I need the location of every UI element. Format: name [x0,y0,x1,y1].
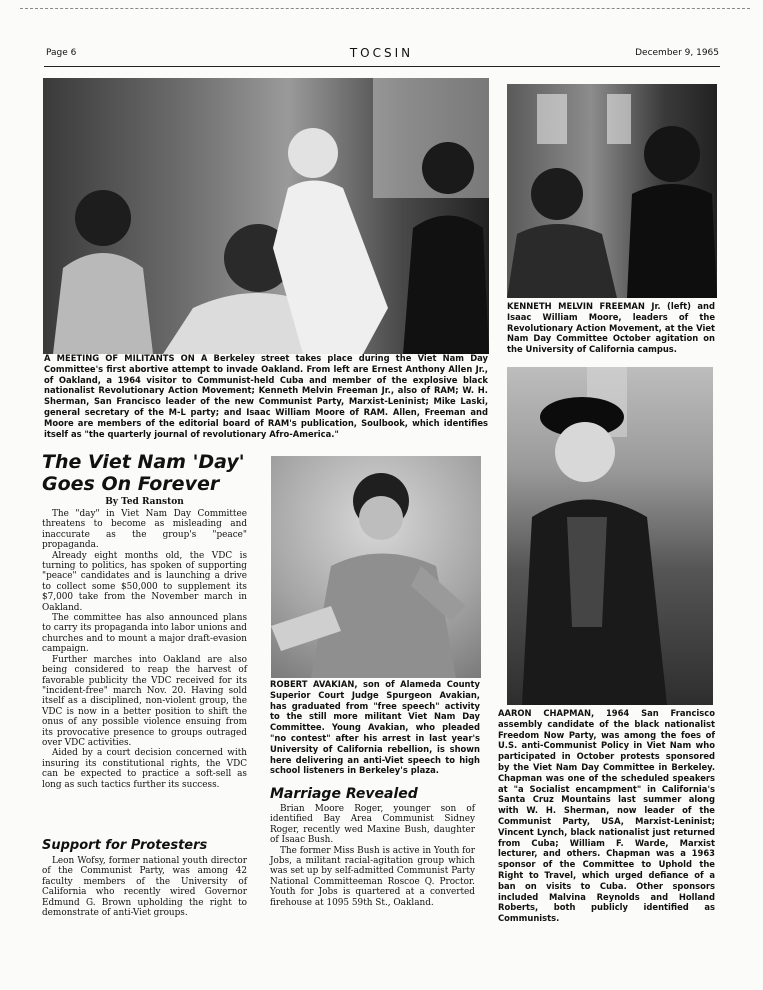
masthead-title: TOCSIN [349,46,414,60]
article-paragraph: The committee has also announced plans to carry its propaganda into labor unions and churches and to mount a major draft-evasion campaign. [42,613,247,655]
issue-date: December 9, 1965 [635,48,719,58]
article-paragraph: Aided by a court decision concerned with insuring its constitutional rights, the VDC can be expected to practice a soft-sell as long as such tactics further its success. [42,748,247,790]
article-paragraph: Further marches into Oakland are also being considered to reap the harvest of favorable publicity the VDC received for its "incident-free" march Nov. 20. Having sold itself as a disciplined, non-violent group, the VDC is now in a better position to shift the onus of any possible violence ensuing from its provocative presence to groups outraged over VDC activities. [42,654,247,748]
byline: By Ted Ranston [105,497,184,507]
headline-support-for-protesters: Support for Protesters [42,838,208,853]
header-rule [44,66,720,67]
caption-militants-meeting: A MEETING OF MILITANTS ON A Berkeley street takes place during the Viet Nam Day Committee's first abortive attempt to invade Oakland. From left are Ernest Anthony Allen Jr., of Oakland, a 1964 visitor to Communist-held Cuba and member of the explosive black nationalist Revolutionary Action Movement; Kenneth Melvin Freeman Jr., also of RAM; W. H. Sherman, San Francisco leader of the new Communist Party, Marxist-Leninist; Mike Laski, general secretary of the M-L party; and Isaac William Moore of RAM. Allen, Freeman and Moore are members of the editorial board of RAM's publication, Soulbook, which identifies itself as "the quarterly journal of revolutionary Afro-America." [44,353,488,439]
article-paragraph: Already eight months old, the VDC is turning to politics, has spoken of supporting "peace" candidates and is launching a drive to collect some $50,000 to supplement its $7,000 take from the November march in Oakland. [42,550,247,613]
caption-freeman-moore: KENNETH MELVIN FREEMAN Jr. (left) and Isaac William Moore, leaders of the Revolutionary Action Movement, at the Viet Nam Day Committee October agitation on the University of California campus. [507,301,715,355]
headline-marriage-revealed: Marriage Revealed [270,786,418,802]
top-dashed-border [20,8,750,9]
headline-viet-nam-day [42,451,262,495]
photo-freeman-moore [507,84,717,298]
article-marriage-body [270,804,475,908]
article-paragraph: Leon Wofsy, former national youth director of the Communist Party, was among 42 faculty members of the University of California who recently wired Governor Edmund G. Brown upholding the right to demonstrate of anti-Viet groups. [42,856,247,919]
article-viet-nam-day-body [42,509,247,790]
headline-line-1: The Viet Nam 'Day' [42,451,245,473]
article-paragraph: The "day" in Viet Nam Day Committee threatens to become as misleading and inaccurate as the group's "peace" propaganda. [42,509,247,551]
page-number: Page 6 [46,48,77,58]
photo-aaron-chapman [507,367,713,705]
caption-robert-avakian: ROBERT AVAKIAN, son of Alameda County Superior Court Judge Spurgeon Avakian, has graduated from "free speech" activity to the still more militant Viet Nam Day Committee. Young Avakian, who pleaded "no contest" after his arrest in last year's University of California rebellion, is shown here delivering an anti-Viet speech to high school listeners in Berkeley's plaza. [270,679,480,776]
photo-robert-avakian [271,456,481,678]
photo-militants-meeting [43,78,489,354]
headline-line-2: Goes On Forever [42,473,220,495]
article-paragraph: The former Miss Bush is active in Youth for Jobs, a militant racial-agitation group which was set up by self-admitted Communist Party National Committeeman Roscoe Q. Proctor. Youth for Jobs is quartered at a converted firehouse at 1095 59th St., Oakland. [270,845,475,908]
caption-aaron-chapman: AARON CHAPMAN, 1964 San Francisco assembly candidate of the black nationalist Freedom Now Party, was among the foes of U.S. anti-Communist Policy in Viet Nam who participated in October protests sponsored by the Viet Nam Day Committee in Berkeley. Chapman was one of the scheduled speakers at "a Socialist encampment" in California's Santa Cruz Mountains last summer along with W. H. Sherman, now leader of the Communist Party, USA, Marxist-Leninist; Vincent Lynch, black nationalist just returned from Cuba; William F. Warde, Marxist lecturer, and others. Chapman was a 1963 sponsor of the Committee to Uphold the Right to Travel, which urged defiance of a ban on visits to Cuba. Other sponsors included Malvina Reynolds and Holland Roberts, both publicly identified as Communists. [498,708,715,924]
article-paragraph: Brian Moore Roger, younger son of identified Bay Area Communist Sidney Roger, recently wed Maxine Bush, daughter of Isaac Bush. [270,804,475,846]
article-support-body [42,856,247,918]
